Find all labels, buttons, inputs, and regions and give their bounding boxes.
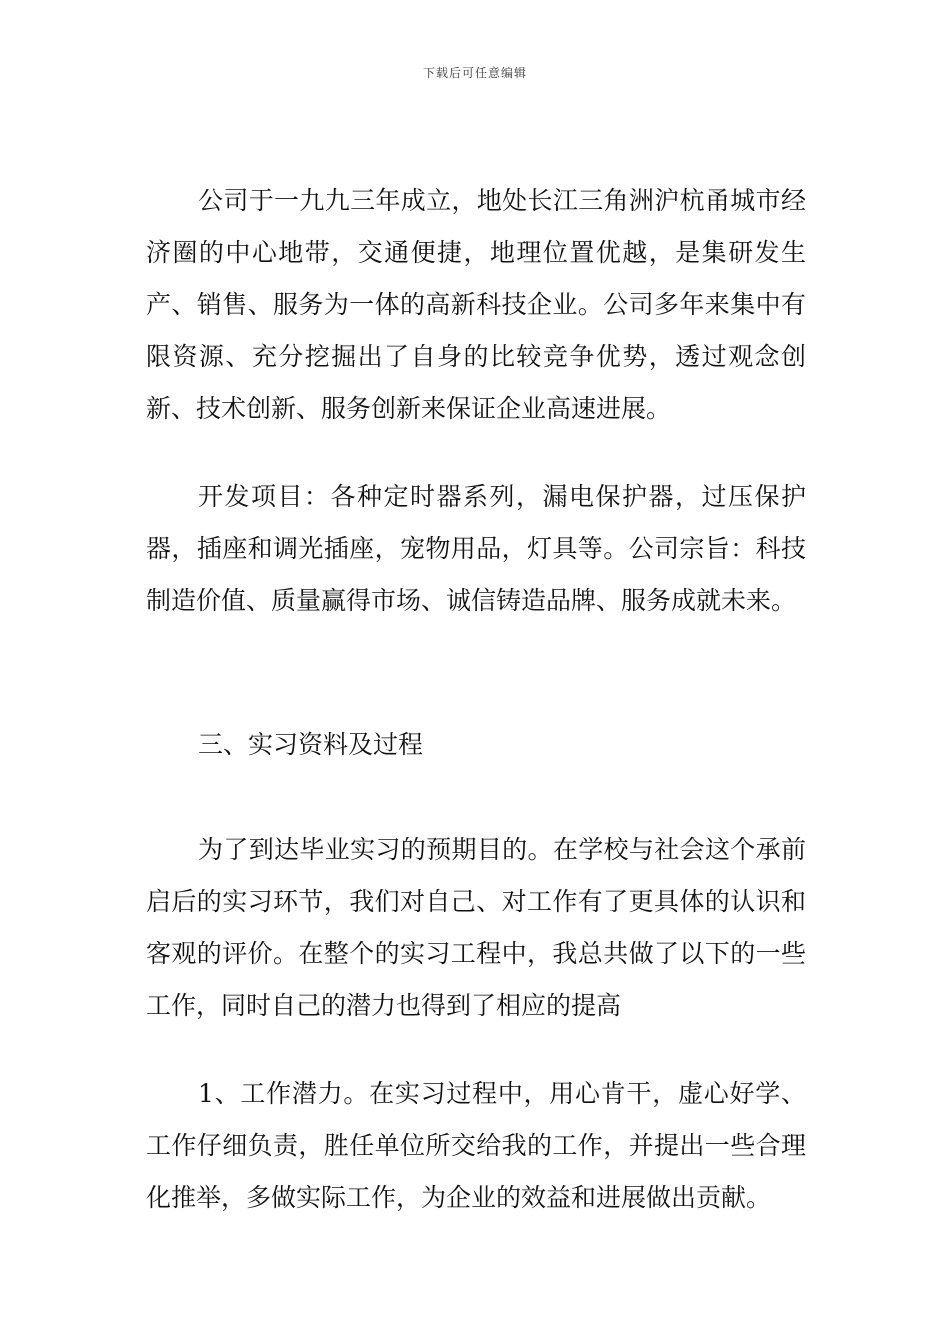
page-header-note: 下载后可任意编辑 bbox=[422, 66, 527, 80]
paragraph-text: 公司于一九九三年成立，地处长江三角洲沪杭甬城市经济圈的中心地带，交通便捷，地理位置优越，是集研发生产、销售、服务为一体的高新科技企业。公司多年来集中有限资源、充分挖掘出了自身的比较竞争优势，透过观念创新、技术创新、服务创新来保证企业高速进展。 bbox=[146, 186, 806, 423]
paragraph-company-intro bbox=[146, 175, 806, 435]
paragraph-text: 1、工作潜力。在实习过程中，用心肯干，虚心好学、工作仔细负责，胜任单位所交给我的工作，并提出一些合理化推举，多做实际工作，为企业的效益和进展做出贡献。 bbox=[146, 1079, 806, 1212]
paragraph-work-ability bbox=[146, 1068, 806, 1224]
paragraph-text: 开发项目：各种定时器系列，漏电保护器，过压保护器，插座和调光插座，宠物用品，灯具等。公司宗旨：科技制造价值、质量赢得市场、诚信铸造品牌、服务成就未来。 bbox=[146, 482, 806, 615]
paragraph-projects bbox=[146, 471, 806, 627]
section-heading bbox=[146, 719, 806, 771]
paragraph-internship-purpose bbox=[146, 824, 806, 1032]
paragraph-text: 为了到达毕业实习的预期目的。在学校与社会这个承前启后的实习环节，我们对自己、对工作有了更具体的认识和客观的评价。在整个的实习工程中，我总共做了以下的一些工作，同时自己的潜力也得到了相应的提高 bbox=[146, 835, 806, 1020]
section-heading-text: 三、实习资料及过程 bbox=[198, 730, 424, 759]
